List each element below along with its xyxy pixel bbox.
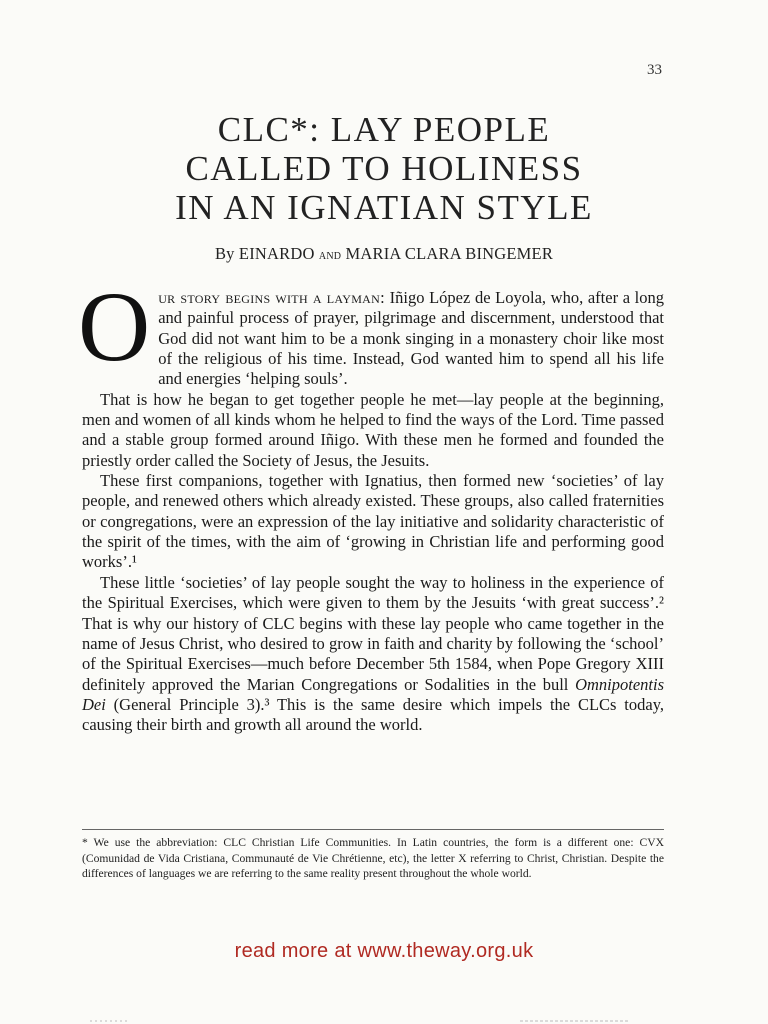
byline [40, 244, 728, 264]
article-body [78, 271, 664, 736]
byline-and: and [318, 248, 342, 263]
paragraph-4-text-b: (General Principle 3).³ This is the same desire which impels the CLCs today, causing their birth and growth all around the world. [82, 694, 664, 735]
bull-title: Omnipotentis Dei [82, 674, 664, 714]
paragraph-1 [78, 271, 664, 390]
byline-authors: MARIA CLARA BINGEMER [345, 244, 554, 263]
drop-cap: O [78, 271, 151, 382]
title-line-1: CLC*: LAY PEOPLE [217, 110, 551, 149]
footnote: * We use the abbreviation: CLC Christian Life Communities. In Latin countries, the form is a different one: CVX (Comunidad de Vida Cristiana, Communauté de Vie Chrétienne, etc), the letter X referring to Christ, Christian. Despite the differences of languages we are referring to the same reality present throughout the whole world. [82, 836, 664, 880]
paragraph-3: These first companions, together with Ignatius, then formed new ‘societies’ of lay people, and renewed others which already existed. These groups, also called fraternities or congregations, were an expression of the lay initiative and solidarity characteristic of the spirit of the times, with the aim of ‘growing in Christian life and performing good works’.¹ [82, 471, 664, 572]
byline-prefix: By EINARDO [214, 244, 315, 263]
read-more-link[interactable]: read more at www.theway.org.uk [234, 940, 534, 962]
paragraph-4 [82, 573, 664, 736]
article-title [40, 110, 728, 227]
paragraph-4-text-a: These little ‘societies’ of lay people sought the way to holiness in the experience of the Spiritual Exercises, which were given to them by the Jesuits ‘with great success’.² That is why our history of CLC begins with these lay people who came together in the name of Jesus Christ, who desired to grow in faith and charity by following the ‘school’ of the Spiritual Exercises—much before December 5th 1584, when Pope Gregory XIII definitely approved the Marian Congregations or Sodalities in the bull [82, 572, 664, 694]
page-number: 33 [647, 62, 662, 78]
scan-artifacts [70, 1016, 690, 1024]
paragraph-2: That is how he began to get together people he met—lay people at the beginning, men and women of all kinds whom he helped to find the ways of the Lord. Time passed and a stable group formed around Iñigo. With these men he formed and founded the priestly order called the Society of Jesus, the Jesuits. [82, 389, 664, 470]
title-line-2: CALLED TO HOLINESS [185, 149, 583, 188]
paragraph-1-text: Iñigo López de Loyola, who, after a long and painful process of prayer, pilgrimage and discernment, understood that God did not want him to be a monk singing in a monastery choir like most of the religious of his time. Instead, God wanted him to spend all his life and energies ‘helping souls’. [158, 288, 664, 389]
footnote-divider [82, 829, 664, 830]
title-line-3: IN AN IGNATIAN STYLE [175, 188, 593, 227]
opening-small-caps: ur story begins with a layman: [158, 288, 385, 307]
